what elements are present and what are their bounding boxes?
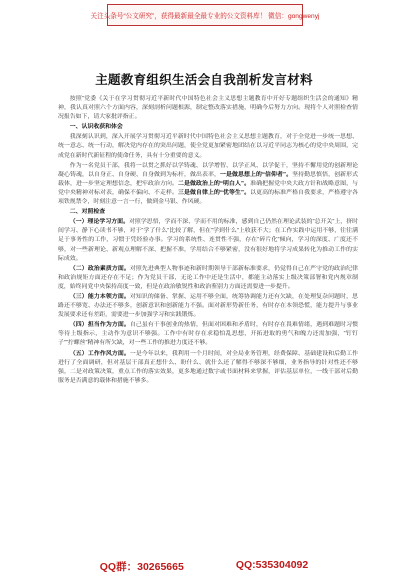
bold-phrase: 三是做自律上的“优等生”。 [178, 189, 251, 196]
check-paragraph-1 [58, 218, 358, 263]
subheading: （一）理论学习方面。 [69, 219, 130, 226]
section1-paragraph-2 [58, 162, 358, 207]
bold-phrase: 二是做政治上的“明白人”。 [178, 180, 251, 187]
check-paragraph-3 [58, 293, 358, 320]
section1-paragraph-1: 我深刻认识到，深入开展学习贯彻习近平新时代中国特色社会主义思想主题教育，对于全党进一步统一思想、统一意志、统一行动，解决党内存在的突出问题，使全党更加紧密地团结在以习近平同志为核心的党中央周围，完成党在新时代新征程的使命任务，具有十分重要的意义。 [58, 134, 358, 159]
paragraph-text: 对照学思悟，学而不深、学而不用的标准，感到自己仍然在理论武装的“总开关”上，挤时间学习、静下心读书不够，对于“学了什么”比较了解，但在“学到什么”上收获不大；在工作实践中运用不够，往往满足于事务性的工作，习惯于凭经验办事。学习的系统性、连贯性不强，存在“碎片化”倾向，学习的深度、广度还不够，对一些新理论、新观点理解不深、把握不准，学用结合不够紧密，没有很好地将学习成果转化为推动工作的实际成效。 [58, 219, 358, 262]
qq-number: QQ:535304092 [235, 559, 309, 571]
section-heading-1: 一、认识收获和体会 [69, 124, 123, 131]
section-heading-2: 二、对照检查 [69, 209, 106, 216]
paragraph-text: 作为一名党员干部，我将一以贯之抓好以学铸魂、以学增智、以学正风、以学促干，坚持不懈用党的创新理论凝心铸魂，以自身正、自身硬、自身做到为标杆，做出表率， [58, 162, 358, 178]
paragraph-text: 坚持勤思慎悟，创新形式载体，进一步坚定理想信念，把牢政治方向。 [58, 171, 358, 187]
document-body [58, 95, 358, 387]
document-title: 主题教育组织生活会自我剖析发言材料 [95, 73, 313, 87]
paragraph-text: 对知识的储备、掌握、运用不够全面，统筹协调能力还有欠缺，在处理复杂问题时，思路还不够宽、办法还不够多，创新意识和创新能力不强。面对新形势新任务，有时存在本领恐慌，能力提升与事业发展要求还有差距，需要进一步加强学习和实践锻炼。 [58, 293, 359, 319]
bold-phrase: 一是做思想上的“信仰者”。 [220, 171, 293, 178]
intro-paragraph: 按照“党委《关于在学习贯彻习近平新时代中国特色社会主义思想主题教育中开好专题组织生活会的通知》精神，我认真对照六个方面内容，深刻剖析问题根源，制定整改落实措施，明确今后努力方向。现将个人对照检查情况报告如下，请大家批评指正。 [58, 96, 358, 121]
paragraph-text: 自己虽有干事创业的热情，但面对困难和矛盾时，有时存在畏难情绪，遇到难题时习惯等待上级指示，主动作为意识不够强。工作中有时存在求稳怕乱思想，开拓进取的勇气和魄力还需加强，“钉钉子”“拧螺丝”精神有所欠缺，对一些工作的推进力度还不够。 [58, 322, 359, 347]
paragraph-text: 以更高的标准严格自我要求，严格遵守各项铁规禁令，时刻注意一言一行，做到金马银、作风硬。 [58, 189, 358, 206]
paragraph-text: 一是今年以来，我利用一个月时间，对全局业务管理，经费保障、基础建设和后勤工作进行了全面调研，但对基层干部真正想什么、盼什么、就什么还了解得不够深不够细，业务指导的针对性还不够强，二是对政策决策，重点工作的落实效果，更多地通过数字或书面材料来掌握，评估基层单位，一线干部对后勤服务是否满意的载体和措施不够多。 [58, 350, 359, 384]
subheading: （四）担当作为方面。 [69, 322, 130, 329]
check-paragraph-5 [58, 350, 358, 386]
check-paragraph-2 [58, 265, 358, 292]
paragraph-text: 准确把握党中央大政方针和战略意图，与党中央精神对标对表，确保不偏向、不走样。 [58, 180, 358, 196]
paragraph-text: 对照先进典型人物事迹和新时期领导干部新标准要求，仍觉得自己在严守党的政治纪律和政治规矩方面还存在不足；作为党员干部，无论工作中还是生活中，都能主动落实上级决策部署和党内规章制度，始终同党中央保持高度一致，但是在政治敏锐性和政治鉴别力方面还需要进一步提升。 [58, 265, 359, 290]
promo-banner: 关注头条号“公文研究”，获得最新最全最专业的公文资料库！ 微信：gongwenyj [107, 4, 303, 26]
qq-group: QQ群：30265665 [99, 561, 184, 573]
check-paragraph-4 [58, 321, 358, 348]
contact-footer [0, 559, 408, 574]
subheading: （三）能力本领方面。 [69, 293, 130, 300]
subheading: （二）政治素质方面。 [69, 265, 130, 272]
subheading: （五）工作作风方面。 [69, 350, 130, 357]
